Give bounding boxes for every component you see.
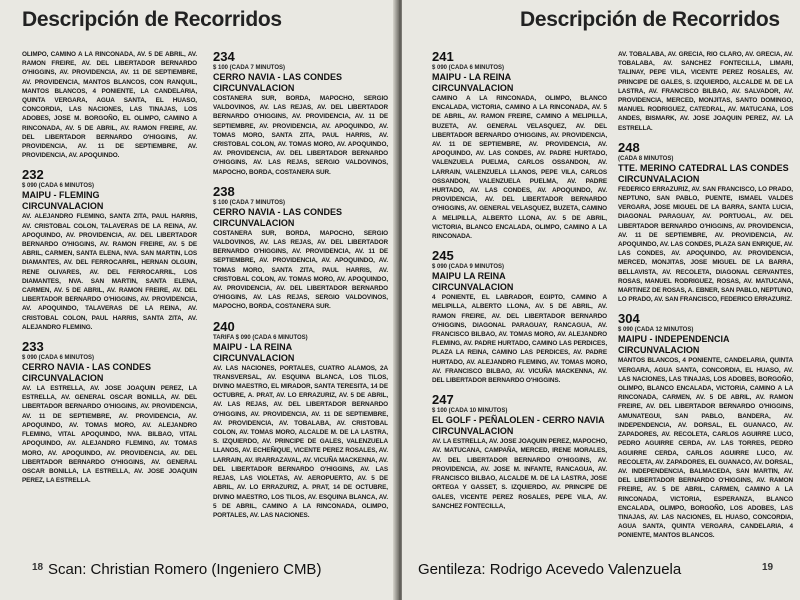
- route-type: CIRCUNVALACION: [213, 352, 295, 363]
- route-description: OLIMPO, CAMINO A LA RINCONADA, AV. 5 DE ABRIL, AV. RAMON FREIRE, AV. DEL LIBERTADOR BERNARDO O'HIGGINS, AV. PROVIDENCIA, AV. 11 DE SEPTIEMBRE, AV. PROVIDENCIA, MANTOS BLANCOS, CON RANQUIL, MANTOS BLANCOS, 4 PONIENTE, LA CANDELARIA, QUINTA VERGARA, AGUA SANTA, EL HUASO, CONCORDIA, LAS NACIONES, LAS TINAJAS, LOS ADOBES, JOSE M. BORGOÑO, EL OLIMPO, CAMINO A RINCONADA, AV. 5 DE ABRIL, AV. RAMON FREIRE, AV. DEL LIBERTADOR BERNARDO O'HIGGINS, AV. PROVIDENCIA, AV. 11 DE SEPTIEMBRE, AV. PROVIDENCIA, AV. APOQUINDO.: [22, 51, 197, 160]
- route-description: CAMINO A LA RINCONADA, OLIMPO, BLANCO ENCALADA, VICTORIA, CAMINO A LA RINCONADA, AV. 5 DE ABRIL, AV. RAMON FREIRE, CAMINO A MELIPILLA, BUZETA, AV. GENERAL VELASQUEZ, AV. DEL LIBERTADOR BERNARDO O'HIGGINS, AV. PROVIDENCIA, AV. 11 DE SEPTIEMBRE, AV. PROVIDENCIA, AV. APOQUINDO, AV. LAS CONDES, AV. PADRE HURTADO, VALENZUELA PUELMA, CARLOS OSSANDON, AV. LARRAIN, VALENZUELA LLANOS, PEPE VILA, CARLOS OSSANDON, VALENZUELA PUELMA, AV. PADRE HURTADO, AV. LAS CONDES, AV. APOQUINDO, AV. PROVIDENCIA, AV. DEL LIBERTADOR BERNARDO O'HIGGINS, AV. GENERAL VELASQUEZ, BUZETA, CAMINO A MELIPILLA, ALBERTO LLONA, AV. 5 DE ABRIL, VICTORIA, BLANCO ENCALADA, OLIMPO, CAMINO A LA RINCONADA.: [432, 95, 607, 241]
- route-type: CIRCUNVALACION: [22, 373, 104, 384]
- route-description: COSTANERA SUR, BORDA, MAPOCHO, SERGIO VALDOVINOS, AV. LAS REJAS, AV. DEL LIBERTADOR BERNARDO O'HIGGINS, AV. PROVIDENCIA, AV. 11 DE SEPTIEMBRE, AV. PROVIDENCIA, AV. APOQUINDO, AV. TOMAS MORO, SANTA ZITA, PAUL HARRIS, AV. CRISTOBAL COLON, AV. TOMAS MORO, AV. APOQUINDO, AV. PROVIDENCIA, AV. DEL LIBERTADOR BERNARDO O'HIGGINS, AV. LAS REJAS, SERGIO VALDOVINOS, MAPOCHO, BORDA, COSTANERA SUR.: [213, 229, 388, 311]
- route-description: FEDERICO ERRAZURIZ, AV. SAN FRANCISCO, LO PRADO, NEPTUNO, SAN PABLO, PUENTE, ISMAEL VALDES VERGARA, JOSE MIGUEL DE LA BARRA, SANTA LUCIA, DIAGONAL PARAGUAY, AV. PORTUGAL, AV. DEL LIBERTADOR BERNARDO O'HIGGINS, AV. PROVIDENCIA, AV. 11 DE SEPTIEMBRE, AV. PROVIDENCIA, AV. APOQUINDO, AV. LAS CONDES, PLAZA SAN ENRIQUE, AV. LAS CONDES, AV. APOQUINDO, AV. PROVIDENCIA, MERCED, MONJITAS, JOSE MIGUEL DE LA BARRA, BELLAVISTA, AV. RECOLETA, DIAGONAL CERVANTES, ROSAS, MANUEL RODRIGUEZ, ROSAS, AV. MATUCANA, MARTINEZ DE ROSAS, A. EBNER, SAN PABLO, NEPTUNO, LO PRADO, AV. SAN FRANCISCO, FEDERICO ERRAZURIZ.: [618, 185, 793, 304]
- route-type: CIRCUNVALACION: [432, 426, 514, 437]
- route-block: [432, 249, 607, 385]
- route-number: 241: [432, 49, 454, 64]
- route-fare: TARIFA $ 090 (CADA 6 MINUTOS): [213, 334, 308, 341]
- route-block: [618, 312, 793, 540]
- route-description: AV. LA ESTRELLA, AV. JOSE JOAQUIN PEREZ, MAPOCHO, AV. MATUCANA, CAMPAÑA, MERCED, IRENE MORALES, AV. DEL LIBERTADOR BERNARDO O'HIGGINS, AV. PROVIDENCIA, AV. JOSE M. INFANTE, RANCAGUA, AV. FRANCISCO BILBAO, ALCALDE M. DE LA LASTRA, JOSE ORTEGA Y GASSET, S. IZQUIERDO, AV. PRINCIPE DE GALES, VICENTE PEREZ ROSALES, PEPE VILA, AV. SANCHEZ FONTECILLA,: [432, 438, 607, 510]
- route-fare: $ 090 (CADA 12 MINUTOS): [618, 327, 694, 334]
- route-number: 238: [213, 183, 235, 199]
- route-fare: (CADA 8 MINUTOS): [618, 155, 674, 162]
- route-block: [22, 168, 197, 332]
- route-description: AV. TOBALABA, AV. GRECIA, RIO CLARO, AV. GRECIA, AV. TOBALABA, AV. SANCHEZ FONTECILLA, LIMARI, TALINAY, PEPE VILA, VICENTE PEREZ ROSALES, AV. PRINCIPE DE GALES, S. IZQUIERDO, ALCALDE M. DE LA LASTRA, AV. FRANCISCO BILBAO, AV. SALVADOR, AV. PROVIDENCIA, MERCED, MONJITAS, SANTO DOMINGO, MANUEL RODRIGUEZ, CATEDRAL, AV. MATUCANA, LOS ANDES, BISMARK, AV. JOSE JOAQUIN PEREZ, AV. LA ESTRELLA.: [618, 51, 793, 132]
- route-column: [213, 50, 388, 528]
- route-number: 233: [22, 339, 44, 355]
- route-name: EL GOLF - PEÑALOLEN - CERRO NAVIA: [432, 415, 605, 426]
- route-name: CERRO NAVIA - LAS CONDES: [213, 72, 343, 82]
- gentileza-credit: Gentileza: Rodrigo Acevedo Valenzuela: [418, 561, 682, 578]
- route-description: AV. LA ESTRELLA, AV. JOSE JOAQUIN PEREZ, LA ESTRELLA, AV. GENERAL OSCAR BONILLA, AV. DEL LIBERTADOR BERNARDO O'HIGGINS, AV. PROVIDENCIA, AV. 11 DE SEPTIEMBRE, AV. PROVIDENCIA, AV. APOQUINDO, AV. TOMAS MORO, AV. ALEJANDRO FLEMING, VITAL APOQUINDO, NVA. BILBAO, VITAL APOQUINDO, AV. ALEJANDRO FLEMING, AV. TOMAS MORO, AV. APOQUINDO, AV. PROVIDENCIA, AV. DEL LIBERTADOR BERNARDO O'HIGGINS, AV. GENERAL OSCAR BONILLA, LA ESTRELLA, AV. JOSE JOAQUIN PEREZ, LA ESTRELLA.: [22, 385, 197, 485]
- route-type: CIRCUNVALACION: [213, 83, 295, 93]
- route-block: [618, 141, 793, 305]
- route-description: MANTOS BLANCOS, 4 PONIENTE, CANDELARIA, QUINTA VERGARA, AGUA SANTA, CONCORDIA, EL HUASO, AV. LAS NACIONES, LAS TINAJAS, LOS ADOBES, BORGOÑO, OLIMPO, BLANCO ENCALADA, VICTORIA, CAMINO A LA RINCONADA, CARMEN, AV. 5 DE ABRIL, AV. RAMON FREIRE, AV. DEL LIBERTADOR BERNARDO O'HIGGINS, AMUNATEGUI, SAN PABLO, BANDERA, AV. INDEPENDENCIA, AV. DORSAL, EL GUANACO, AV. ZAPADORES, AV. RECOLETA, CARLOS AGUIRRE LUCO, PEDRO AGUIRRE CERDA, AV. LAS TORRES, PEDRO AGUIRRE CERDA, CARLOS AGUIRRE LUCO, AV. RECOLETA, AV. ZAPADORES, EL GUANACO, AV. DORSAL, AV. INDEPENDENCIA, BALMACEDA, SAN MARTIN, AV. DEL LIBERTADOR BERNARDO O'HIGGINS, AV. RAMON FREIRE, AV. 5 DE ABRIL, CARMEN, CAMINO A LA RINCONADA, VICTORIA, ESPERANZA, BLANCO ENCALADA, OLIMPO, BORGOÑO, LOS ADOBES, LAS TINAJAS, AV. LAS NACIONES, EL HUASO, CONCORDIA, AGUA SANTA, QUINTA VERGARA, CANDELARIA, 4 PONIENTE, MANTOS BLANCOS.: [618, 357, 793, 540]
- route-block: [213, 185, 388, 312]
- route-fare: $ 090 (CADA 9 MINUTOS): [432, 264, 505, 271]
- route-description: AV. ALEJANDRO FLEMING, SANTA ZITA, PAUL HARRIS, AV. CRISTOBAL COLON, TALAVERAS DE LA REINA, AV. APOQUINDO, AV. PROVIDENCIA, AV. DEL LIBERTADOR BERNARDO O'HIGGINS, AV. RAMON FREIRE, AV. 5 DE ABRIL, CARMEN, SANTA ELENA, NVA. SAN MARTIN, LOS DIAMANTES, AV. DEL FERROCARRIL, HERNAN OLGUIN, RENE OLIVARES, AV. DEL FERROCARRIL, LOS DIAMANTES, NVA. SAN MARTIN, SANTA ELENA, CARMEN, AV. 5 DE ABRIL, AV. RAMON FREIRE, AV. DEL LIBERTADOR BERNARDO O'HIGGINS, AV. PROVIDENCIA, AV. APOQUINDO, TALAVERAS DE LA REINA, AV. CRISTOBAL COLON, PAUL HARRIS, SANTA ZITA, AV. ALEJANDRO FLEMING.: [22, 213, 197, 331]
- route-type: CIRCUNVALACION: [618, 173, 700, 184]
- route-type: CIRCUNVALACION: [618, 345, 700, 356]
- route-type: CIRCUNVALACION: [213, 217, 295, 228]
- route-block: [213, 50, 388, 177]
- route-block: [432, 393, 607, 511]
- route-number: 304: [618, 311, 640, 327]
- route-number: 248: [618, 139, 640, 155]
- route-name: MAIPU - LA REINA: [432, 72, 512, 82]
- route-name: MAIPU - FLEMING: [22, 190, 100, 201]
- page-number: 18: [32, 562, 44, 573]
- left-page: [0, 0, 398, 600]
- route-name: MAIPU - INDEPENDENCIA: [618, 334, 730, 345]
- route-description: 4 PONIENTE, EL LABRADOR, EGIPTO, CAMINO A MELIPILLA, ALBERTO LLONA, AV. 5 DE ABRIL, AV. RAMON FREIRE, AV. DEL LIBERTADOR BERNARDO O'HIGGINS, DIAGONAL PARAGUAY, RANCAGUA, AV. FRANCISCO BILBAO, AV. TOMAS MORO, AV. ALEJANDRO FLEMING, AV. PADRE HURTADO, CAMINO LAS PERDICES, PLAZA LA REINA, CAMINO LAS PERDICES, AV. PADRE HURTADO, AV. ALEJANDRO FLEMING, AV. TOMAS MORO, AV. FRANCISCO BILBAO, AV. VICUÑA MACKENNA, AV. DEL LIBERTADOR BERNARDO O'HIGGINS.: [432, 294, 607, 385]
- route-description: AV. LAS NACIONES, PORTALES, CUATRO ALAMOS, 2A TRANSVERSAL, AV. ESQUINA BLANCA, LOS TILOS, DIVINO MAESTRO, EL MIRADOR, SANTA TERESITA, 14 DE OCTUBRE, A. PRAT, AV. LO ERRAZURIZ, AV. 5 DE ABRIL, AV. LAS REJAS, AV. DEL LIBERTADOR BERNARDO O'HIGGINS, AV. PROVIDENCIA, AV. 11 DE SEPTIEMBRE, AV. PROVIDENCIA, AV. TOBALABA, AV. CRISTOBAL COLON, AV. TOMAS MORO, ALCALDE M. DE LA LASTRA, S. IZQUIERDO, AV. PRINCIPE DE GALES, VALENZUELA LLANOS, AV. ECHEÑIQUE, VICENTE PEREZ ROSALES, AV. LARRAIN, AV. IRARRAZAVAL, AV. VICUÑA MACKENNA, AV. DEL LIBERTADOR BERNARDO O'HIGGINS, AV. LAS REJAS, LAS VIOLETAS, AV. AEROPUERTO, AV. 5 DE ABRIL, AV. LO ERRAZURIZ, A. PRAT, 14 DE OCTUBRE, DIVINO MAESTRO, LOS TILOS, AV. ESQUINA BLANCA, AV. 5 DE ABRIL, CAMINO A LA RINCONADA, OLIMPO, PORTALES, AV. LAS NACIONES.: [213, 364, 388, 519]
- route-fare: $ 090 (CADA 6 MINUTOS): [22, 183, 95, 190]
- route-name: TTE. MERINO CATEDRAL LAS CONDES: [618, 162, 789, 173]
- page-title: Descripción de Recorridos: [22, 8, 282, 31]
- route-fare: $ 090 (CADA 6 MINUTOS): [22, 355, 95, 362]
- route-block: [22, 340, 197, 485]
- page-number: 19: [762, 562, 774, 573]
- route-name: CERRO NAVIA - LAS CONDES: [22, 362, 152, 373]
- route-number: 232: [22, 167, 44, 183]
- route-fare: $ 100 (CADA 7 MINUTOS): [213, 199, 286, 206]
- route-column: [22, 50, 197, 493]
- scan-credit: Scan: Christian Romero (Ingeniero CMB): [48, 561, 322, 578]
- route-number: 240: [213, 318, 235, 334]
- route-block: [432, 50, 607, 241]
- route-name: CERRO NAVIA - LAS CONDES: [213, 206, 343, 217]
- route-block: [618, 50, 793, 133]
- route-name: MAIPU LA REINA: [432, 271, 506, 282]
- route-fare: $ 100 (CADA 10 MINUTOS): [432, 408, 508, 415]
- route-name: MAIPU - LA REINA: [213, 341, 293, 352]
- route-type: CIRCUNVALACION: [432, 83, 514, 93]
- page-title: Descripción de Recorridos: [520, 8, 780, 31]
- route-type: CIRCUNVALACION: [432, 282, 514, 293]
- route-fare: $ 090 (CADA 6 MINUTOS): [432, 65, 505, 71]
- route-number: 234: [213, 49, 235, 64]
- route-column: [432, 50, 607, 519]
- route-type: CIRCUNVALACION: [22, 201, 104, 212]
- route-fare: $ 100 (CADA 7 MINUTOS): [213, 65, 286, 71]
- route-column: [618, 50, 793, 549]
- route-block: [213, 320, 388, 520]
- route-number: 245: [432, 248, 454, 264]
- right-page: [402, 0, 800, 600]
- route-block: [22, 50, 197, 160]
- route-number: 247: [432, 392, 454, 408]
- route-description: COSTANERA SUR, BORDA, MAPOCHO, SERGIO VALDOVINOS, AV. LAS REJAS, AV. DEL LIBERTADOR BERNARDO O'HIGGINS, AV. PROVIDENCIA, AV. 11 DE SEPTIEMBRE, AV. PROVIDENCIA, AV. APOQUINDO, AV. TOMAS MORO, SANTA ZITA, PAUL HARRIS, AV. CRISTOBAL COLON, AV. TOMAS MORO, AV. APOQUINDO, AV. PROVIDENCIA, AV. DEL LIBERTADOR BERNARDO O'HIGGINS, AV. LAS REJAS, SERGIO VALDOVINOS, MAPOCHO, BORDA, COSTANERA SUR.: [213, 95, 388, 176]
